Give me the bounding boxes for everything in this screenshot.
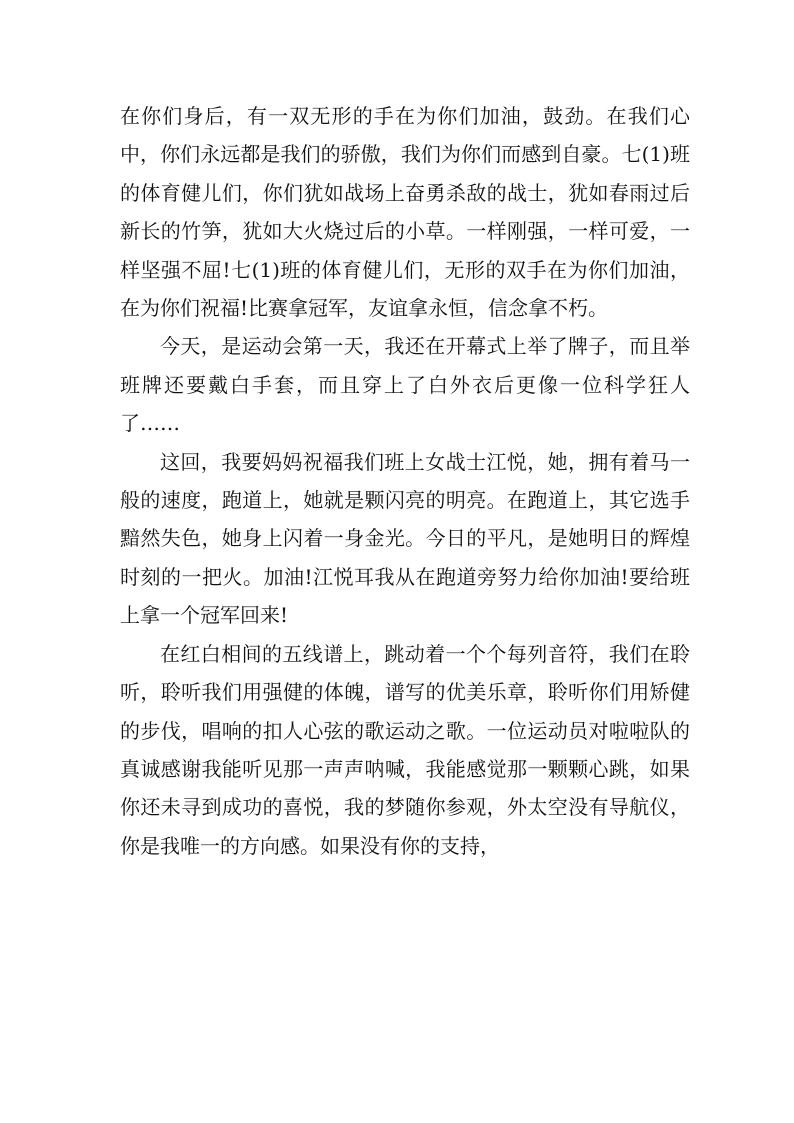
paragraph-2: 今天，是运动会第一天，我还在开幕式上举了牌子，而且举班牌还要戴白手套，而且穿上了白外衣后更像一位科学狂人了…… — [120, 334, 690, 436]
paragraph-3: 这回，我要妈妈祝福我们班上女战士江悦，她，拥有着马一般的速度，跑道上，她就是颗闪亮的明亮。在跑道上，其它选手黯然失色，她身上闪着一身金光。今日的平凡，是她明日的辉煌时刻的一把火。加油!江悦耳我从在跑道旁努力给你加油!要给班上拿一个冠军回来! — [120, 449, 690, 628]
document-body — [120, 97, 690, 865]
paragraph-1: 在你们身后，有一双无形的手在为你们加油，鼓劲。在我们心中，你们永远都是我们的骄傲，我们为你们而感到自豪。七(1)班的体育健儿们，你们犹如战场上奋勇杀敌的战士，犹如春雨过后新长的竹笋，犹如大火烧过后的小草。一样刚强，一样可爱，一样坚强不屈!七(1)班的体育健儿们，无形的双手在为你们加油，在为你们祝福!比赛拿冠军，友谊拿永恒，信念拿不朽。 — [120, 104, 690, 321]
paragraph-4: 在红白相间的五线谱上，跳动着一个个每列音符，我们在聆听，聆听我们用强健的体魄，谱写的优美乐章，聆听你们用矫健的步伐，唱响的扣人心弦的歌运动之歌。一位运动员对啦啦队的真诚感谢我能听见那一声声呐喊，我能感觉那一颗颗心跳，如果你还未寻到成功的喜悦，我的梦随你参观，外太空没有导航仪，你是我唯一的方向感。如果没有你的支持， — [120, 641, 690, 858]
